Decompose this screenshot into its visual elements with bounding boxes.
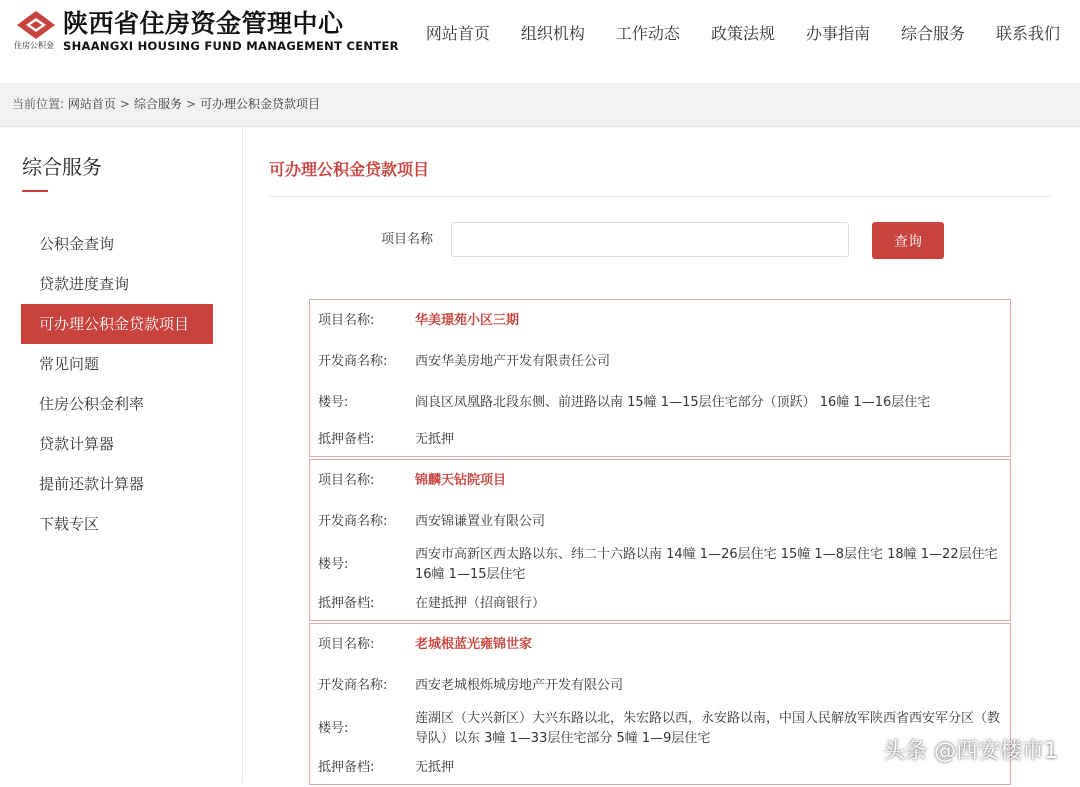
logo-subtitle: 住房公积金 [14,41,54,50]
breadcrumb-bar [0,83,1080,127]
site-header [0,0,1080,83]
sidebar [0,127,243,783]
project-row-buildings [310,382,1010,424]
nav-item-contact[interactable]: 联系我们 [995,24,1060,43]
breadcrumb-current[interactable]: 可办理公积金贷款项目 [200,97,321,111]
field-label-name: 项目名称: [318,313,375,328]
nav-item-organization[interactable]: 组织机构 [520,24,585,43]
project-developer: 西安锦谦置业有限公司 [415,514,546,529]
field-label-name: 项目名称: [318,473,375,488]
project-row-mortgage [310,588,1010,620]
project-name[interactable]: 老城根蓝光雍锦世家 [415,637,533,652]
field-label-mortgage: 抵押备档: [318,432,375,447]
sidebar-item-interest-rate[interactable]: 住房公积金利率 [39,395,145,413]
breadcrumb-link-home[interactable]: 网站首页 [67,97,116,111]
sidebar-item-loan-calculator[interactable]: 贷款计算器 [39,435,115,453]
breadcrumb [12,96,320,112]
breadcrumb-link-services[interactable]: 综合服务 [133,97,182,111]
sidebar-item-loan-projects[interactable]: 可办理公积金贷款项目 [21,304,213,344]
project-buildings: 西安市高新区西太路以东、纬二十六路以南 14幢 1—26层住宅 15幢 1—8层住宅 18幢 1—22层住宅 16幢 1—15层住宅 [415,547,998,582]
project-row-developer [310,502,1010,542]
project-developer: 西安华美房地产开发有限责任公司 [415,354,611,369]
field-label-developer: 开发商名称: [318,678,388,693]
nav-item-home[interactable]: 网站首页 [425,24,490,43]
project-mortgage: 无抵押 [415,760,455,775]
search-label: 项目名称 [381,232,434,247]
field-label-name: 项目名称: [318,637,375,652]
project-list [309,299,1011,787]
field-label-developer: 开发商名称: [318,514,388,529]
logo-title-en: SHAANGXI HOUSING FUND MANAGEMENT CENTER [63,39,399,53]
field-label-mortgage: 抵押备档: [318,596,375,611]
sidebar-title: 综合服务 [22,155,102,179]
nav-item-services[interactable]: 综合服务 [900,24,965,43]
sidebar-menu [21,224,213,544]
project-row-buildings [310,542,1010,588]
project-developer: 西安老城根烁城房地产开发有限公司 [415,678,624,693]
main-nav [395,22,1060,46]
sidebar-item-fund-query[interactable]: 公积金查询 [39,235,115,253]
sidebar-item-prepayment-calculator[interactable]: 提前还款计算器 [39,475,145,493]
sidebar-item-loan-progress[interactable]: 贷款进度查询 [39,275,130,293]
project-card [309,459,1011,621]
project-name[interactable]: 锦麟天钻院项目 [415,473,507,488]
sidebar-item-downloads[interactable]: 下载专区 [39,515,100,533]
project-card [309,299,1011,457]
project-row-name [310,624,1010,666]
field-label-buildings: 楼号: [318,395,349,410]
project-row-mortgage [310,424,1010,456]
project-mortgage: 无抵押 [415,432,455,447]
title-divider [269,196,1051,197]
sidebar-item-faq[interactable]: 常见问题 [39,355,100,373]
page-title: 可办理公积金贷款项目 [269,160,430,179]
project-row-name [310,460,1010,502]
field-label-mortgage: 抵押备档: [318,760,375,775]
project-row-developer [310,342,1010,382]
field-label-developer: 开发商名称: [318,354,388,369]
search-button[interactable]: 查询 [872,222,944,259]
breadcrumb-separator: > [185,97,197,111]
logo-title-cn: 陕西省住房资金管理中心 [63,9,344,38]
nav-item-guide[interactable]: 办事指南 [805,24,870,43]
project-mortgage: 在建抵押（招商银行） [415,596,546,611]
field-label-buildings: 楼号: [318,557,349,572]
project-row-name [310,300,1010,342]
project-buildings: 莲湖区（大兴新区）大兴东路以北，朱宏路以西，永安路以南，中国人民解放军陕西省西安军分区（教导队）以东 3幢 1—33层住宅部分 5幢 1—9层住宅 [415,711,1001,746]
project-name[interactable]: 华美璟苑小区三期 [415,313,520,328]
sidebar-title-underline [22,190,48,192]
nav-item-policy[interactable]: 政策法规 [710,24,775,43]
project-buildings: 阎良区凤凰路北段东侧、前进路以南 15幢 1—15层住宅部分（顶跃） 16幢 1—16层住宅 [415,395,931,410]
field-label-buildings: 楼号: [318,721,349,736]
project-row-developer [310,666,1010,706]
breadcrumb-separator: > [119,97,130,111]
breadcrumb-prefix: 当前位置: [12,97,65,111]
watermark: 头条 @西安楼市1 [883,739,1058,764]
project-name-search-input[interactable] [451,222,849,257]
nav-item-news[interactable]: 工作动态 [615,24,680,43]
